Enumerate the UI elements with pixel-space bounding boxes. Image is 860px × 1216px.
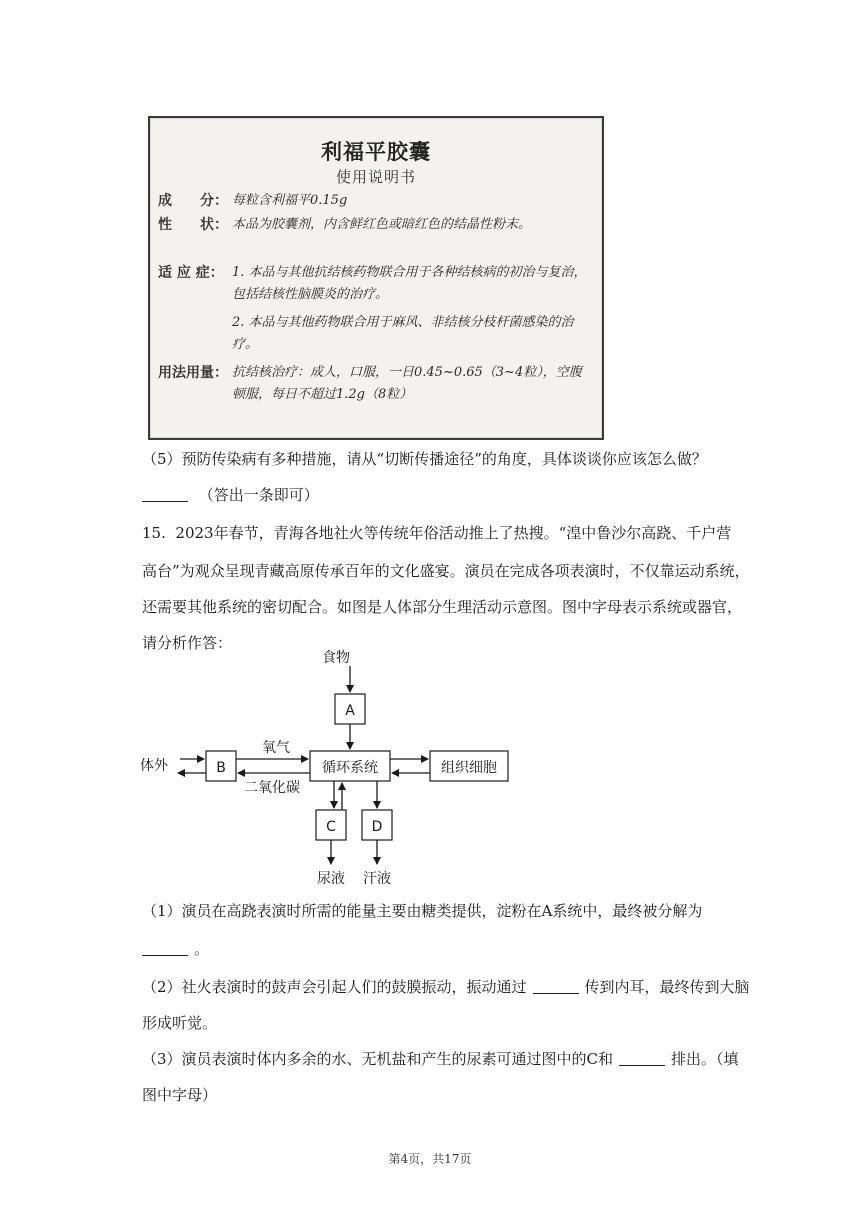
subquestion-3-after: 排出。（填 — [671, 1050, 739, 1068]
subquestion-1-end: 。 — [194, 940, 210, 958]
subquestion-2-line-1 — [142, 968, 750, 1006]
page-footer: 第4页，共17页 — [388, 1152, 472, 1166]
subquestion-3-before: （3）演员表演时体内多余的水、无机盐和产生的尿素可通过图中的C和 — [142, 1050, 614, 1068]
urine-label: 尿液 — [317, 871, 345, 887]
co2-label: 二氧化碳 — [244, 780, 300, 796]
answer-blank[interactable] — [533, 977, 579, 994]
subquestion-1-line-2 — [142, 930, 209, 968]
answer-blank[interactable] — [619, 1049, 665, 1066]
question-5-text: （5）预防传染病有多种措施，请从“切断传播途径”的角度，具体谈谈你应该怎么做？ — [142, 450, 707, 468]
question-15-text: 2023年春节，青海各地社火等传统年俗活动推上了热搜。“湟中鲁沙尔高跷、千户营 — [175, 524, 732, 542]
label-value: 2. 本品与其他药物联合用于麻风、非结核分枝杆菌感染的治疗。 — [232, 315, 574, 352]
label-key: 适 应 症： — [158, 265, 224, 281]
box-c-label: C — [326, 819, 336, 835]
tissue-label: 组织细胞 — [441, 760, 497, 776]
label-value: 1. 本品与其他抗结核药物联合用于各种结核病的初治与复治，包括结核性脑膜炎的治疗。 — [232, 265, 587, 302]
label-title: 利福平胶囊 — [321, 140, 431, 164]
label-value: 本品为胶囊剂，内含鲜红色或暗红色的结晶性粉末。 — [232, 217, 532, 232]
subquestion-2-line-2: 形成听觉。 — [142, 1014, 218, 1032]
box-d-label: D — [371, 819, 383, 835]
box-a-label: A — [345, 703, 355, 719]
oxygen-label: 氧气 — [262, 740, 290, 756]
outside-label: 体外 — [140, 758, 168, 774]
physiology-diagram — [130, 646, 550, 896]
answer-blank[interactable] — [142, 939, 188, 956]
medicine-label-image — [148, 116, 604, 440]
subquestion-1-line-1: （1）演员在高跷表演时所需的能量主要由糖类提供，淀粉在A系统中，最终被分解为 — [142, 902, 703, 920]
question-15-line-1 — [142, 514, 731, 552]
subquestion-3-line-2: 图中字母） — [142, 1086, 218, 1104]
subquestion-3-line-1 — [142, 1040, 739, 1078]
question-15-line-2: 高台”为观众呈现青藏高原传承百年的文化盛宴。演员在完成各项表演时，不仅靠运动系统， — [142, 562, 750, 580]
label-value: 抗结核治疗：成人，口服，一日0.45~0.65（3~4粒），空腹顿服，每日不超过1.2g（8粒） — [232, 365, 582, 402]
question-5-note: （答出一条即可） — [198, 486, 319, 504]
label-key: 成 分： — [158, 193, 228, 209]
subquestion-2-after: 传到内耳，最终传到大脑 — [584, 978, 750, 996]
food-label: 食物 — [322, 650, 350, 666]
label-key: 性 状： — [158, 217, 228, 233]
circulation-label: 循环系统 — [322, 760, 378, 776]
answer-blank[interactable] — [142, 485, 188, 502]
label-key: 用法用量： — [158, 365, 228, 381]
subquestion-2-before: （2）社火表演时的鼓声会引起人们的鼓膜振动，振动通过 — [142, 978, 527, 996]
question-number: 15. — [142, 524, 166, 542]
question-5-answer-line — [142, 476, 319, 514]
question-15-line-3: 还需要其他系统的密切配合。如图是人体部分生理活动示意图。图中字母表示系统或器官， — [142, 598, 743, 616]
question-15-line-4: 请分析作答： — [142, 634, 233, 652]
label-value: 每粒含利福平0.15g — [232, 193, 348, 208]
label-subtitle: 使用说明书 — [335, 168, 416, 186]
sweat-label: 汗液 — [363, 871, 391, 887]
box-b-label: B — [216, 760, 226, 776]
